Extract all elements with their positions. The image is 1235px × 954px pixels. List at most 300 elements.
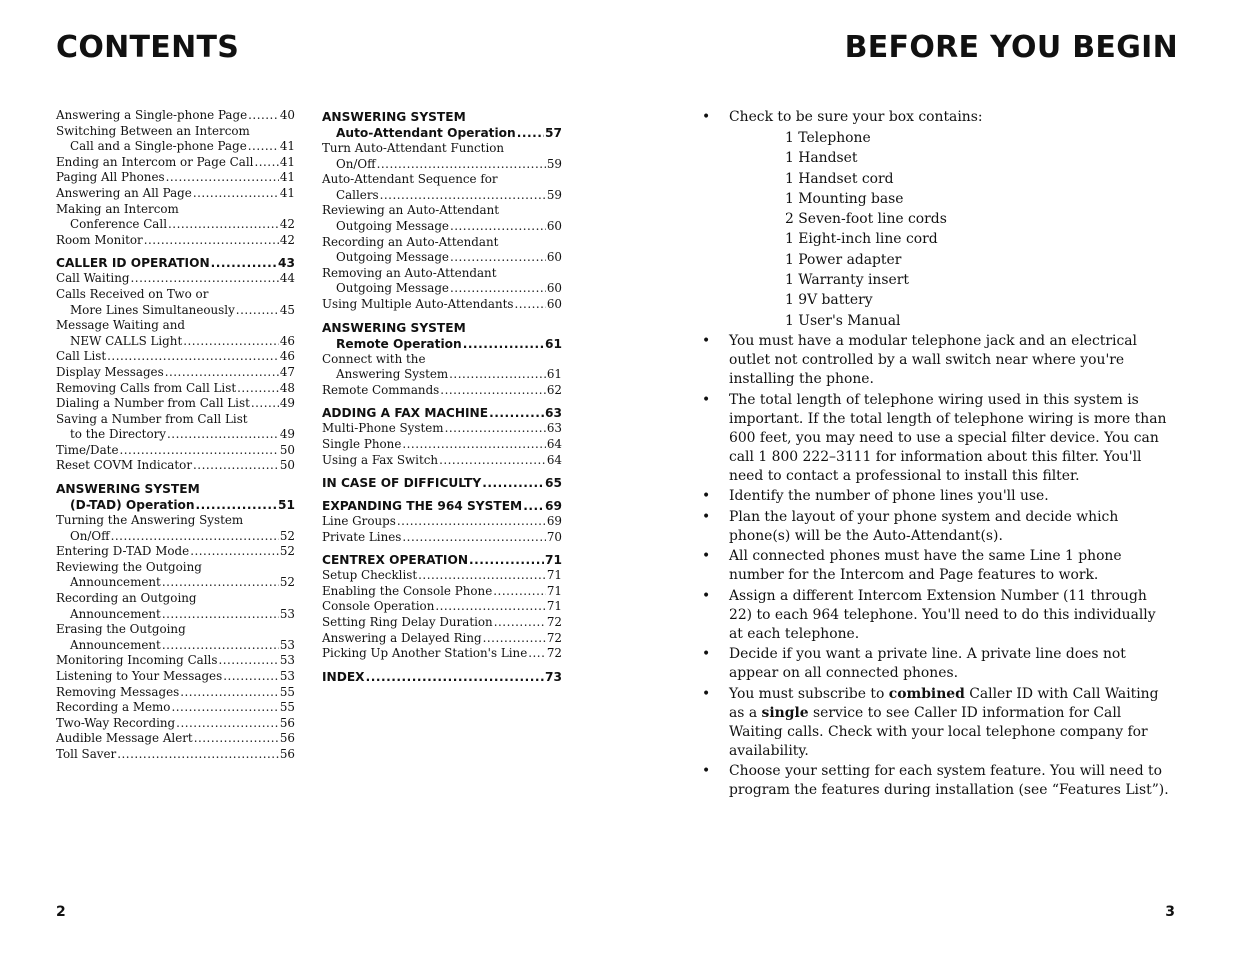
page-number-left: 2 [56, 904, 66, 920]
toc-entry-text: Removing Calls from Call List [56, 380, 237, 395]
toc-page-number: 53 [279, 637, 295, 652]
dot-leader [237, 381, 279, 397]
toc-entry [56, 155, 295, 171]
dot-leader [449, 367, 546, 383]
box-contents-list [729, 128, 1172, 331]
dot-leader [439, 453, 546, 469]
toc-page-number: 43 [278, 256, 295, 271]
toc-page-number: 41 [279, 139, 295, 154]
box-item: 1 Handset cord [785, 170, 894, 187]
toc-entry [56, 233, 295, 249]
toc-entry-text: Outgoing Message [336, 281, 449, 296]
dot-leader [528, 646, 546, 662]
toc-entry [322, 599, 562, 615]
bullet-text [729, 487, 1172, 506]
toc-entry-text: Room Monitor [56, 232, 143, 247]
toc-entry-text: Remote Operation [336, 336, 462, 351]
toc-entry [322, 631, 562, 647]
toc-entry-text: Answering a Single-phone Page [56, 108, 248, 122]
dot-leader [218, 653, 278, 669]
dot-leader [489, 405, 544, 421]
dot-leader [469, 552, 544, 568]
toc-entry-text: Making an Intercom [56, 201, 179, 216]
toc-page-number: 55 [279, 684, 295, 699]
box-item: 1 Mounting base [785, 190, 904, 207]
toc-entry-text: Line Groups [322, 514, 396, 529]
toc-page-number: 71 [546, 583, 562, 598]
toc-entry [56, 544, 295, 560]
dot-leader [445, 421, 546, 437]
before-you-begin-title: BEFORE YOU BEGIN [844, 30, 1178, 65]
toc-entry [322, 421, 562, 437]
bullet-text [729, 508, 1172, 546]
toc-entry-text: Answering an All Page [56, 185, 192, 200]
toc-column-2 [322, 108, 562, 685]
toc-entry-text: Time/Date [56, 442, 119, 457]
toc-entry [56, 622, 295, 653]
dot-leader [193, 186, 279, 202]
toc-entry-text: Message Waiting and [56, 318, 186, 333]
toc-section-heading [322, 109, 562, 141]
box-item: 1 User's Manual [785, 312, 901, 329]
toc-entry [56, 458, 295, 474]
toc-entry [56, 513, 295, 544]
toc-entry [322, 530, 562, 546]
toc-entry-text: Toll Saver [56, 746, 117, 761]
toc-entry [322, 141, 562, 172]
dot-leader [402, 530, 545, 546]
toc-entry-text: Conference Call [70, 217, 168, 232]
toc-entry [56, 318, 295, 349]
dot-leader [180, 685, 279, 701]
bullet-text [729, 685, 1172, 761]
bullet-item [702, 762, 1172, 800]
bullet-list [702, 332, 1172, 800]
toc-entry-text: Setting Ring Delay Duration [322, 615, 493, 630]
toc-page-number: 49 [279, 427, 295, 442]
toc-entry-text: Erasing the Outgoing [56, 622, 186, 637]
toc-page-number: 53 [279, 606, 295, 621]
toc-page-number: 65 [545, 476, 562, 491]
toc-page-number: 49 [279, 396, 295, 411]
bullet-text [729, 332, 1172, 389]
before-you-begin-body [702, 108, 1172, 802]
toc-entry-text: Announcement [70, 637, 161, 652]
bullet-text [729, 645, 1172, 683]
dot-leader [162, 638, 279, 654]
bullet-icon: • [702, 587, 711, 604]
toc-section-heading [322, 405, 562, 421]
box-item: 1 Warranty insert [785, 272, 909, 289]
toc-page-number: 70 [546, 529, 562, 544]
dot-leader [144, 233, 279, 249]
toc-entry [56, 108, 295, 124]
toc-entry-text: Reset COVM Indicator [56, 458, 193, 473]
dot-leader [482, 475, 544, 491]
dot-leader [190, 544, 279, 560]
toc-page-number: 56 [279, 746, 295, 761]
toc-entry-text: Announcement [70, 575, 161, 590]
dot-leader [523, 498, 544, 514]
toc-page-number: 46 [279, 349, 295, 364]
toc-entry [56, 700, 295, 716]
toc-page-number: 72 [546, 630, 562, 645]
toc-entry-text: Picking Up Another Station's Line [322, 646, 528, 661]
toc-entry-text: Remote Commands [322, 382, 440, 397]
toc-entry-text: Call List [56, 349, 107, 364]
toc-entry-text: Setup Checklist [322, 568, 418, 583]
box-item: 1 Handset [785, 150, 858, 167]
bullet-text [729, 391, 1172, 486]
toc-page-number: 60 [546, 218, 562, 233]
dot-leader [483, 631, 546, 647]
bullet-icon: • [702, 548, 711, 565]
dot-leader [211, 255, 277, 271]
box-item: 1 Eight-inch line cord [785, 231, 938, 248]
dot-leader [463, 336, 544, 352]
toc-entry-text: ADDING A FAX MACHINE [322, 406, 489, 421]
toc-page-number: 56 [279, 731, 295, 746]
toc-entry [322, 514, 562, 530]
toc-entry [322, 615, 562, 631]
toc-entry-text: On/Off [336, 156, 376, 171]
toc-page-number: 71 [546, 568, 562, 583]
toc-entry [322, 235, 562, 266]
toc-entry-text: Single Phone [322, 436, 402, 451]
toc-entry-text: Audible Message Alert [56, 731, 193, 746]
bullet-item [702, 391, 1172, 486]
dot-leader [117, 747, 279, 763]
toc-section-heading [56, 481, 295, 513]
bullet-icon: • [702, 763, 711, 780]
toc-page-number: 52 [279, 544, 295, 559]
bullet-icon: • [702, 391, 711, 408]
bullet-item [702, 508, 1172, 546]
dot-leader [166, 170, 279, 186]
toc-entry-text: Auto-Attendant Sequence for [322, 172, 498, 187]
toc-entry-text: CENTREX OPERATION [322, 553, 469, 568]
box-item: 1 Telephone [785, 130, 871, 146]
toc-entry [56, 287, 295, 318]
toc-page-number: 64 [546, 436, 562, 451]
toc-entry [56, 591, 295, 622]
toc-page-number: 47 [279, 364, 295, 379]
dot-leader [402, 437, 546, 453]
toc-page-number: 52 [279, 575, 295, 590]
toc-entry-text: Saving a Number from Call List [56, 411, 248, 426]
toc-page-number: 59 [546, 156, 562, 171]
emphasis-text: single [761, 704, 809, 721]
toc-entry [322, 352, 562, 383]
dot-leader [254, 155, 278, 171]
dot-leader [165, 365, 279, 381]
toc-page-number: 46 [279, 333, 295, 348]
dot-leader [380, 188, 546, 204]
toc-entry-text: ANSWERING SYSTEM [322, 110, 466, 124]
toc-entry-text: Auto-Attendant Operation [336, 126, 516, 140]
toc-entry [322, 584, 562, 600]
toc-page-number: 51 [278, 498, 295, 513]
text-run: Assign a different Intercom Extension Number (11 through 22) to each 964 telephone. You'll need to do this individually at each telephone. [729, 587, 1156, 642]
toc-entry-text: IN CASE OF DIFFICULTY [322, 476, 482, 491]
dot-leader [366, 669, 544, 685]
toc-entry-text: Display Messages [56, 364, 164, 379]
bullet-icon: • [702, 508, 711, 525]
dot-leader [494, 615, 546, 631]
toc-page-number: 63 [546, 421, 562, 436]
toc-page-number: 41 [279, 170, 295, 185]
box-item: 1 Power adapter [785, 251, 902, 268]
toc-page-number: 61 [545, 336, 562, 351]
dot-leader [397, 514, 546, 530]
page-number-right: 3 [1165, 904, 1175, 920]
bullet-item [702, 547, 1172, 585]
toc-entry-text: Switching Between an Intercom [56, 123, 250, 138]
dot-leader [167, 427, 279, 443]
toc-page-number: 60 [546, 281, 562, 296]
dot-leader [248, 139, 279, 155]
dot-leader [107, 349, 279, 365]
toc-entry-text: On/Off [70, 528, 110, 543]
text-run: You must subscribe to [729, 685, 889, 702]
toc-entry [322, 172, 562, 203]
toc-entry-text: Outgoing Message [336, 250, 449, 265]
toc-section-heading [322, 475, 562, 491]
toc-entry-text: Enabling the Console Phone [322, 583, 493, 598]
toc-entry-text: Answering a Delayed Ring [322, 630, 482, 645]
bullet-icon: • [702, 685, 711, 702]
dot-leader [450, 219, 546, 235]
toc-entry [56, 202, 295, 233]
dot-leader [162, 575, 279, 591]
toc-page-number: 71 [545, 553, 562, 568]
toc-entry-text: ANSWERING SYSTEM [56, 482, 200, 497]
toc-entry-text: Reviewing an Auto-Attendant [322, 203, 500, 218]
contents-title: CONTENTS [56, 30, 240, 65]
dot-leader [171, 700, 278, 716]
toc-page-number: 62 [546, 382, 562, 397]
dot-leader [493, 584, 546, 600]
toc-page-number: 69 [546, 514, 562, 529]
bullet-item-box-contents [702, 108, 1172, 331]
emphasis-text: combined [888, 685, 965, 702]
toc-entry-text: Using a Fax Switch [322, 452, 439, 467]
toc-entry [322, 646, 562, 662]
toc-entry [56, 669, 295, 685]
dot-leader [111, 529, 279, 545]
box-item: 1 9V battery [785, 292, 873, 309]
text-run: service to see Caller ID information for Call Waiting calls. Check with your local telephone company for availability. [729, 704, 1148, 759]
toc-entry-text: EXPANDING THE 964 SYSTEM [322, 499, 523, 514]
toc-page-number: 71 [546, 599, 562, 614]
toc-entry [56, 271, 295, 287]
toc-page-number: 59 [546, 187, 562, 202]
text-run: Identify the number of phone lines you'll use. [729, 488, 1049, 505]
toc-column-1 [56, 108, 295, 763]
toc-entry-text: Announcement [70, 606, 161, 621]
toc-entry-text: NEW CALLS Light [70, 333, 183, 348]
toc-page-number: 42 [279, 217, 295, 232]
toc-section-heading [322, 552, 562, 568]
toc-page-number: 50 [279, 442, 295, 457]
toc-page-number: 56 [279, 715, 295, 730]
text-run: Choose your setting for each system feature. You will need to program the features during installation (see “Features List”). [729, 763, 1169, 799]
toc-entry [322, 383, 562, 399]
toc-page-number: 42 [279, 232, 295, 247]
toc-entry-text: Removing an Auto-Attendant [322, 265, 497, 280]
dot-leader [248, 108, 279, 124]
dot-leader [120, 443, 279, 459]
toc-entry-text: Calls Received on Two or [56, 286, 209, 301]
toc-entry-text: Ending an Intercom or Page Call [56, 154, 254, 169]
toc-entry-text: Outgoing Message [336, 218, 449, 233]
toc-entry [56, 365, 295, 381]
toc-entry-text: Answering System [336, 367, 449, 382]
bullet-icon: • [702, 488, 711, 505]
toc-entry-text: Using Multiple Auto-Attendants [322, 296, 514, 311]
toc-entry [322, 568, 562, 584]
bullet-icon: • [702, 646, 711, 663]
toc-entry-text: Recording an Auto-Attendant [322, 234, 499, 249]
toc-entry-text: Reviewing the Outgoing [56, 559, 202, 574]
toc-entry [56, 685, 295, 701]
toc-page-number: 73 [545, 669, 562, 684]
toc-entry-text: Connect with the [322, 351, 426, 366]
dot-leader [435, 599, 545, 615]
toc-entry-text: Recording an Outgoing [56, 591, 197, 606]
toc-page-number: 40 [279, 108, 295, 122]
toc-page-number: 41 [279, 154, 295, 169]
dot-leader [223, 669, 279, 685]
toc-page-number: 50 [279, 458, 295, 473]
toc-page-number: 64 [546, 452, 562, 467]
dot-leader [168, 217, 279, 233]
toc-page-number: 61 [546, 367, 562, 382]
toc-page-number: 53 [279, 653, 295, 668]
toc-entry-text: CALLER ID OPERATION [56, 256, 210, 271]
bullet-item [702, 332, 1172, 389]
box-item: 2 Seven-foot line cords [785, 211, 947, 228]
toc-entry-text: Call Waiting [56, 271, 130, 286]
text-run: Plan the layout of your phone system and decide which phone(s) will be the Auto-Attendant(s). [729, 508, 1119, 544]
toc-page-number: 57 [545, 126, 562, 140]
toc-entry [56, 731, 295, 747]
dot-leader [194, 731, 279, 747]
toc-entry-text: Dialing a Number from Call List [56, 396, 250, 411]
dot-leader [450, 250, 546, 266]
dot-leader [515, 297, 546, 313]
bullet-item [702, 487, 1172, 506]
text-run: You must have a modular telephone jack and an electrical outlet not controlled by a wall switch near where you're installing the phone. [729, 333, 1137, 388]
bullet-text [729, 762, 1172, 800]
bullet-text [729, 587, 1172, 644]
toc-entry-text: Two-Way Recording [56, 715, 176, 730]
toc-entry [322, 297, 562, 313]
toc-entry-text: Private Lines [322, 529, 402, 544]
dot-leader [162, 607, 279, 623]
toc-entry-text: Call and a Single-phone Page [70, 139, 247, 154]
dot-leader [176, 716, 279, 732]
toc-entry-text: Monitoring Incoming Calls [56, 653, 218, 668]
toc-entry-text: Multi-Phone System [322, 421, 444, 436]
toc-page-number: 44 [279, 271, 295, 286]
toc-entry-text: to the Directory [70, 427, 167, 442]
dot-leader [418, 568, 546, 584]
bullet-item [702, 587, 1172, 644]
toc-section-heading [322, 669, 562, 685]
dot-leader [450, 281, 546, 297]
text-run: All connected phones must have the same Line 1 phone number for the Intercom and Page features to work. [729, 548, 1122, 584]
toc-entry-text: Turn Auto-Attendant Function [322, 141, 505, 155]
toc-page-number: 60 [546, 296, 562, 311]
toc-entry [56, 747, 295, 763]
text-run: Caller ID with Call Waiting as a [729, 685, 1159, 721]
dot-leader [131, 271, 279, 287]
toc-page-number: 48 [279, 380, 295, 395]
toc-entry-text: Callers [336, 187, 379, 202]
toc-entry-text: Paging All Phones [56, 170, 165, 185]
toc-page-number: 60 [546, 250, 562, 265]
toc-page-number: 72 [546, 615, 562, 630]
toc-entry [322, 266, 562, 297]
toc-page-number: 41 [279, 185, 295, 200]
toc-entry-text: Console Operation [322, 599, 435, 614]
toc-section-heading [56, 255, 295, 271]
toc-page-number: 63 [545, 406, 562, 421]
text-run: The total length of telephone wiring used in this system is important. If the total length of telephone wiring is more than 600 feet, you may need to use a special filter device. You can call 1 800 222–3111 for information about this filter. You'll need to contact a professional to install this filter. [729, 391, 1167, 484]
bullet-text [729, 547, 1172, 585]
toc-entry-text: Recording a Memo [56, 700, 171, 715]
toc-entry [56, 381, 295, 397]
toc-entry-text: More Lines Simultaneously [70, 302, 235, 317]
toc-page-number: 52 [279, 528, 295, 543]
dot-leader [236, 303, 279, 319]
toc-entry-text: Turning the Answering System [56, 513, 244, 528]
toc-entry [56, 412, 295, 443]
toc-entry-text: Listening to Your Messages [56, 669, 223, 683]
toc-section-heading [322, 320, 562, 352]
toc-entry [56, 396, 295, 412]
toc-entry [322, 453, 562, 469]
toc-entry [322, 437, 562, 453]
toc-page-number: 55 [279, 700, 295, 715]
toc-entry-text: INDEX [322, 669, 365, 684]
text-run: Decide if you want a private line. A private line does not appear on all connected phones. [729, 646, 1126, 682]
toc-entry [56, 124, 295, 155]
dot-leader [251, 396, 279, 412]
toc-entry [56, 349, 295, 365]
bullet-item [702, 685, 1172, 761]
toc-page-number: 69 [545, 499, 562, 514]
toc-entry [56, 170, 295, 186]
toc-entry [322, 203, 562, 234]
toc-entry-text: ANSWERING SYSTEM [322, 320, 466, 335]
dot-leader [193, 458, 279, 474]
toc-page-number: 72 [546, 646, 562, 661]
dot-leader [183, 334, 279, 350]
box-contents-intro: Check to be sure your box contains: [729, 109, 983, 125]
toc-entry [56, 443, 295, 459]
dot-leader [377, 157, 546, 173]
bullet-item [702, 645, 1172, 683]
toc-section-heading [322, 498, 562, 514]
bullet-icon: • [702, 109, 711, 125]
toc-entry [56, 716, 295, 732]
toc-entry [56, 560, 295, 591]
toc-page-number: 53 [279, 669, 295, 683]
toc-entry-text: (D-TAD) Operation [70, 498, 195, 513]
toc-entry [56, 186, 295, 202]
